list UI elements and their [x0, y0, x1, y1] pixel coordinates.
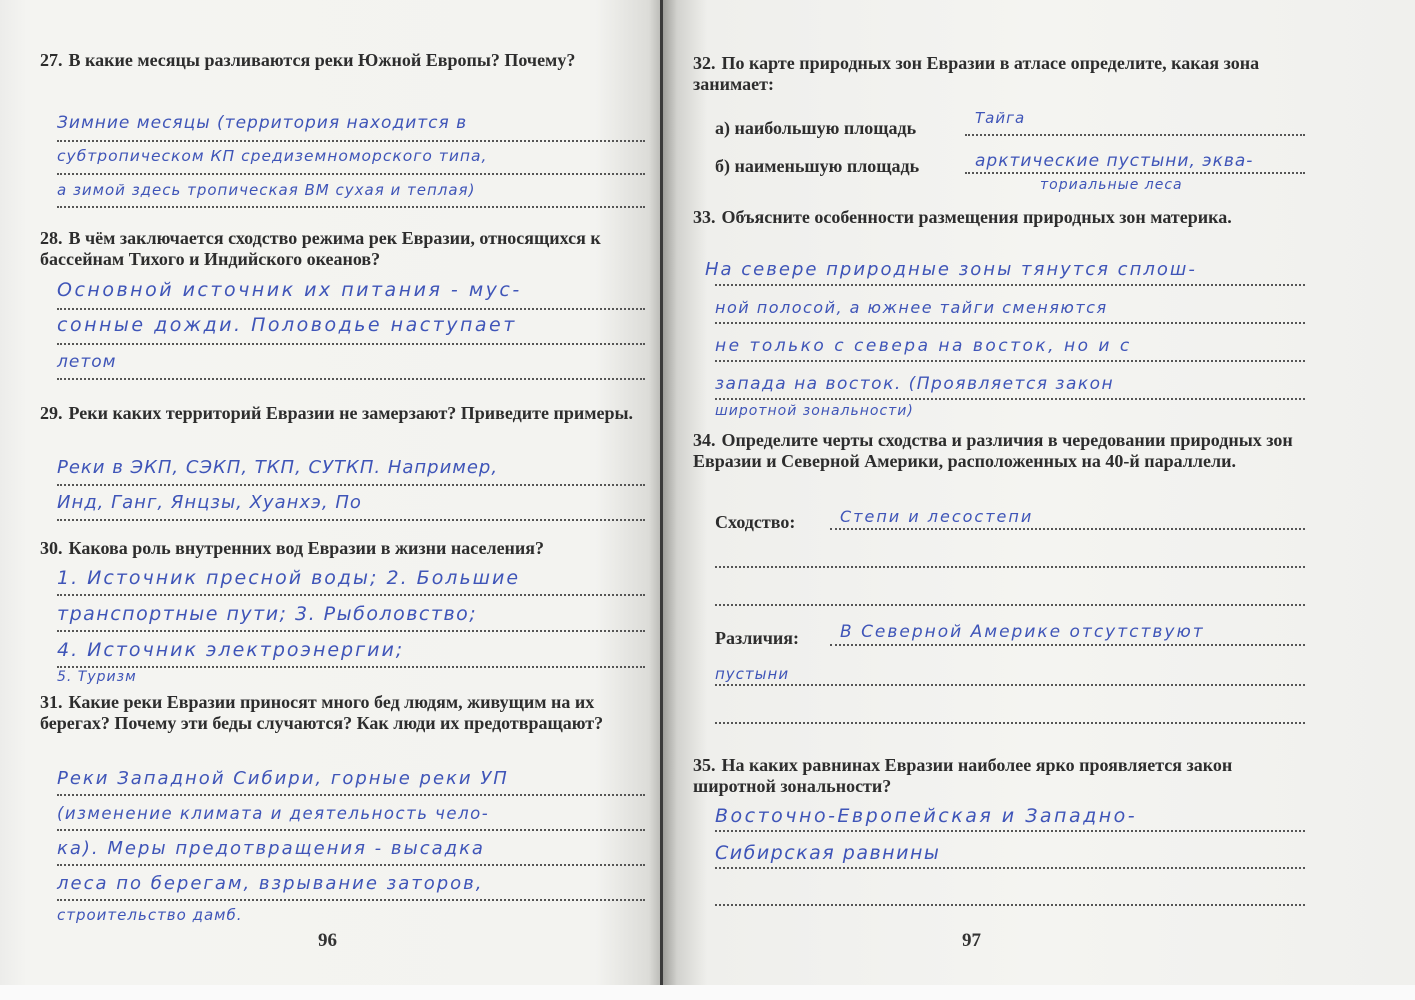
handwritten-answer: запада на восток. (Проявляется закон [715, 374, 1115, 394]
answer-label: б) наименьшую площадь [715, 156, 920, 176]
question-30 [40, 538, 660, 559]
question-text: На каких равнинах Евразии наиболее ярко проявляется закон широтной зональности? [693, 755, 1233, 796]
handwritten-answer: Степи и лесостепи [840, 507, 1034, 526]
question-27 [40, 50, 645, 71]
handwritten-answer: Зимние месяцы (территория находится в [57, 113, 468, 133]
question-text: В какие месяцы разливаются реки Южной Европы? Почему? [68, 50, 576, 70]
answer-line[interactable] [715, 700, 1305, 724]
answer-label: а) наибольшую площадь [715, 118, 917, 138]
handwritten-answer: Сибирская равнины [715, 842, 941, 864]
question-text: Какие реки Евразии приносят много бед людям, живущим на их берегах? Почему эти беды случаются? Как люди их предотвращают? [40, 692, 604, 733]
scan-margin [0, 985, 1415, 1000]
handwritten-answer: леса по берегам, взрывание заторов, [57, 873, 484, 894]
question-number: 29. [40, 403, 63, 423]
question-number: 35. [693, 755, 716, 775]
book-gutter [660, 0, 663, 985]
question-number: 33. [693, 207, 716, 227]
handwritten-answer: 1. Источник пресной воды; 2. Большие [57, 567, 521, 589]
handwritten-answer: летом [57, 352, 117, 372]
question-28 [40, 228, 645, 270]
page-number: 96 [318, 930, 337, 951]
question-text: Какова роль внутренних вод Евразии в жизни населения? [68, 538, 545, 558]
handwritten-answer: Инд, Ганг, Янцзы, Хуанхэ, По [57, 492, 362, 513]
question-number: 34. [693, 430, 716, 450]
handwritten-answer: широтной зональности) [715, 403, 914, 419]
handwritten-answer: ториальные леса [1040, 177, 1183, 193]
answer-line[interactable] [715, 544, 1305, 568]
handwritten-answer: Тайга [975, 109, 1026, 127]
question-text: Реки каких территорий Евразии не замерзают? Приведите примеры. [68, 403, 634, 423]
question-34 [693, 430, 1305, 472]
handwritten-answer: На севере природные зоны тянутся сплош- [705, 259, 1197, 280]
handwritten-answer: ной полосой, а южнее тайги сменяются [715, 298, 1108, 317]
handwritten-answer: Восточно-Европейская и Западно- [715, 805, 1138, 827]
answer-line[interactable] [715, 662, 1305, 686]
handwritten-answer: субтропическом КП средиземноморского типа, [57, 147, 488, 165]
handwritten-answer: ка). Меры предотвращения - высадка [57, 838, 485, 859]
question-number: 31. [40, 692, 63, 712]
question-number: 32. [693, 53, 716, 73]
page-97 [662, 0, 1415, 985]
handwritten-answer: Реки в ЭКП, СЭКП, ТКП, СУТКП. Например, [57, 457, 499, 478]
handwritten-answer: не только с севера на восток, но и с [715, 336, 1132, 356]
handwritten-answer: В Северной Америке отсутствуют [840, 622, 1205, 642]
question-29 [40, 403, 645, 424]
handwritten-answer: строительство дамб. [57, 906, 243, 924]
question-number: 30. [40, 538, 63, 558]
answer-line[interactable] [715, 582, 1305, 606]
question-text: Объясните особенности размещения природных зон материка. [721, 207, 1232, 227]
handwritten-answer: транспортные пути; 3. Рыболовство; [57, 603, 478, 625]
handwritten-answer: Основной источник их питания - мус- [57, 279, 522, 301]
handwritten-answer: (изменение климата и деятельность чело- [57, 804, 490, 823]
handwritten-answer: а зимой здесь тропическая ВМ сухая и теплая) [57, 181, 476, 199]
answer-line[interactable] [715, 882, 1305, 906]
page-number: 97 [962, 930, 981, 951]
handwritten-answer: Реки Западной Сибири, горные реки УП [57, 768, 509, 789]
question-32 [693, 53, 1305, 95]
answer-label: Различия: [715, 628, 799, 648]
question-31 [40, 692, 645, 734]
question-number: 27. [40, 50, 63, 70]
question-text: В чём заключается сходство режима рек Евразии, относящихся к бассейнам Тихого и Индийского океанов? [40, 228, 601, 269]
question-35 [693, 755, 1305, 797]
question-number: 28. [40, 228, 63, 248]
handwritten-answer: пустыни [715, 665, 790, 683]
answer-label: Сходство: [715, 512, 796, 532]
question-text: Определите черты сходства и различия в чередовании природных зон Евразии и Северной Америки, расположенных на 40-й параллели. [693, 430, 1293, 471]
handwritten-answer: 4. Источник электроэнергии; [57, 639, 405, 661]
question-33 [693, 207, 1305, 228]
handwritten-answer: арктические пустыни, эква- [975, 151, 1254, 171]
handwritten-answer: сонные дожди. Половодье наступает [57, 314, 517, 336]
question-text: По карте природных зон Евразии в атласе определите, какая зона занимает: [693, 53, 1260, 94]
answer-line[interactable] [57, 356, 645, 380]
handwritten-answer: 5. Туризм [57, 669, 137, 685]
